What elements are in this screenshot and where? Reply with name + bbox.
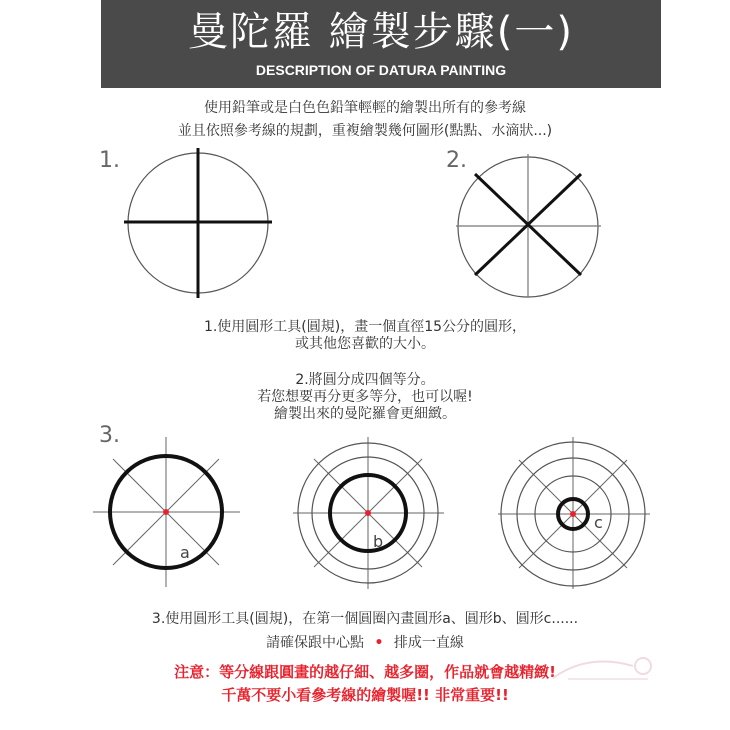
step-1-line-2: 或其他您喜歡的大小。: [295, 336, 435, 352]
step-2-line-1: 2.將圓分成四個等分。: [295, 372, 435, 388]
figure-3a-center-dot: [163, 509, 169, 515]
step-number-2: 2.: [446, 148, 467, 173]
figure-2-circle-quartered: [450, 150, 600, 298]
step-2-line-2: 若您想要再分更多等分，也可以喔!: [257, 389, 473, 405]
step-3-line-2-pre: 請確保跟中心點: [266, 635, 365, 651]
step-2-line-3: 繪製出來的曼陀羅會更細緻。: [274, 406, 456, 422]
figure-3b-label: b: [373, 532, 384, 551]
title-banner: [101, 0, 661, 88]
intro-line-2: 並且依照參考線的規劃，重複繪製幾何圖形(點點、水滴狀...): [177, 123, 553, 139]
watermark-logo: [548, 648, 658, 691]
intro-line-1: 使用鉛筆或是白色色鉛筆輕輕的繪製出所有的參考線: [204, 100, 526, 116]
step-3-line-2-post: 排成一直線: [393, 635, 464, 651]
figure-3c-center-dot: [570, 511, 576, 517]
figure-1-circle-crosshair: [120, 148, 280, 298]
figure-3c-circle: [495, 435, 655, 590]
step-number-1: 1.: [99, 148, 120, 173]
page-title: 曼陀羅 繪製步驟(一): [188, 9, 574, 55]
figure-3a-label: a: [180, 543, 190, 562]
step-3-line-1: 3.使用圓形工具(圓規)，在第一個圓圈內畫圓形a、圓形b、圓形c......: [151, 611, 579, 627]
note-line-2: 千萬不要小看參考線的繪製喔!! 非常重要!!: [221, 686, 509, 704]
red-bullet: •: [374, 635, 384, 651]
figure-3b-center-dot: [365, 510, 371, 516]
figure-3a-circle: [90, 435, 245, 590]
page-subtitle: DESCRIPTION OF DATURA PAINTING: [255, 62, 507, 78]
note-line-1: 注意：等分線跟圓畫的越仔細、越多圈，作品就會越精緻!: [174, 663, 556, 681]
figure-3c-label: c: [594, 513, 603, 532]
step-number-3: 3.: [99, 423, 120, 448]
step-1-line-1: 1.使用圓形工具(圓規)，畫一個直徑15公分的圓形，: [203, 319, 527, 335]
figure-3b-circle: [290, 435, 450, 590]
watermark-swoosh-icon: [548, 648, 658, 688]
